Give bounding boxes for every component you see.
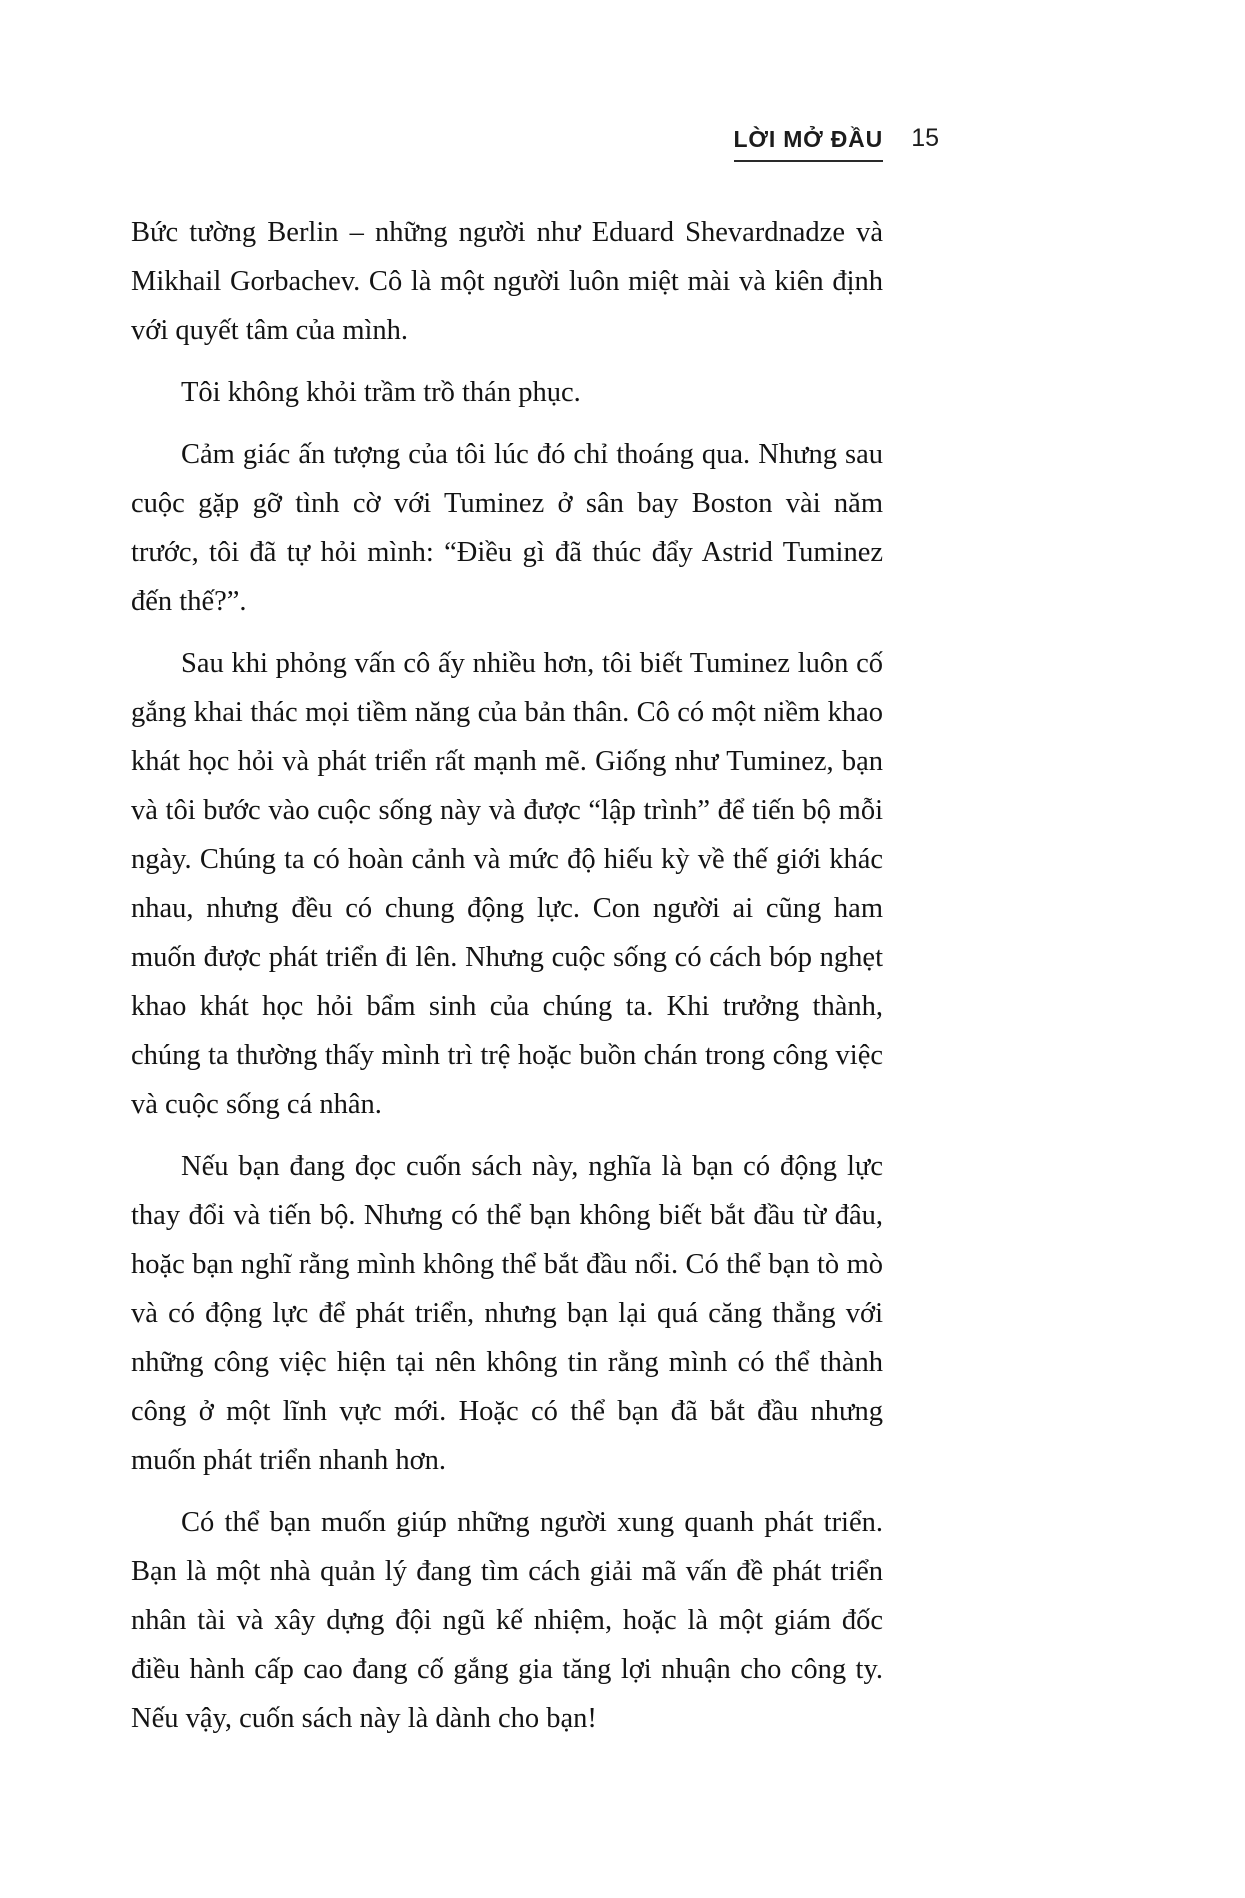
paragraph: Sau khi phỏng vấn cô ấy nhiều hơn, tôi biết Tuminez luôn cố gắng khai thác mọi tiềm năng của bản thân. Cô có một niềm khao khát học hỏi và phát triển rất mạnh mẽ. Giống như Tuminez, bạn và tôi bước vào cuộc sống này và được “lập trình” để tiến bộ mỗi ngày. Chúng ta có hoàn cảnh và mức độ hiếu kỳ về thế giới khác nhau, nhưng đều có chung động lực. Con người ai cũng ham muốn được phát triển đi lên. Nhưng cuộc sống có cách bóp nghẹt khao khát học hỏi bẩm sinh của chúng ta. Khi trưởng thành, chúng ta thường thấy mình trì trệ hoặc buồn chán trong công việc và cuộc sống cá nhân. xyxy=(131,648,883,1120)
running-head-chapter-title: LỜI MỞ ĐẦU xyxy=(734,126,883,162)
paragraph: Cảm giác ấn tượng của tôi lúc đó chỉ thoáng qua. Nhưng sau cuộc gặp gỡ tình cờ với Tuminez ở sân bay Boston vài năm trước, tôi đã tự hỏi mình: “Điều gì đã thúc đẩy Astrid Tuminez đến thế?”. xyxy=(131,439,883,617)
paragraph: Tôi không khỏi trầm trồ thán phục. xyxy=(181,377,581,408)
page-number: 15 xyxy=(911,124,939,152)
paragraph: Bức tường Berlin – những người như Eduard Shevardnadze và Mikhail Gorbachev. Cô là một người luôn miệt mài và kiên định với quyết tâm của mình. xyxy=(131,217,883,346)
body-text xyxy=(131,208,883,1743)
page-content xyxy=(131,124,939,1756)
paragraph: Có thể bạn muốn giúp những người xung quanh phát triển. Bạn là một nhà quản lý đang tìm cách giải mã vấn đề phát triển nhân tài và xây dựng đội ngũ kế nhiệm, hoặc là một giám đốc điều hành cấp cao đang cố gắng gia tăng lợi nhuận cho công ty. Nếu vậy, cuốn sách này là dành cho bạn! xyxy=(131,1507,883,1734)
paragraph: Nếu bạn đang đọc cuốn sách này, nghĩa là bạn có động lực thay đổi và tiến bộ. Nhưng có thể bạn không biết bắt đầu từ đâu, hoặc bạn nghĩ rằng mình không thể bắt đầu nổi. Có thể bạn tò mò và có động lực để phát triển, nhưng bạn lại quá căng thẳng với những công việc hiện tại nên không tin rằng mình có thể thành công ở một lĩnh vực mới. Hoặc có thể bạn đã bắt đầu nhưng muốn phát triển nhanh hơn. xyxy=(131,1151,883,1476)
page-header xyxy=(131,124,939,162)
